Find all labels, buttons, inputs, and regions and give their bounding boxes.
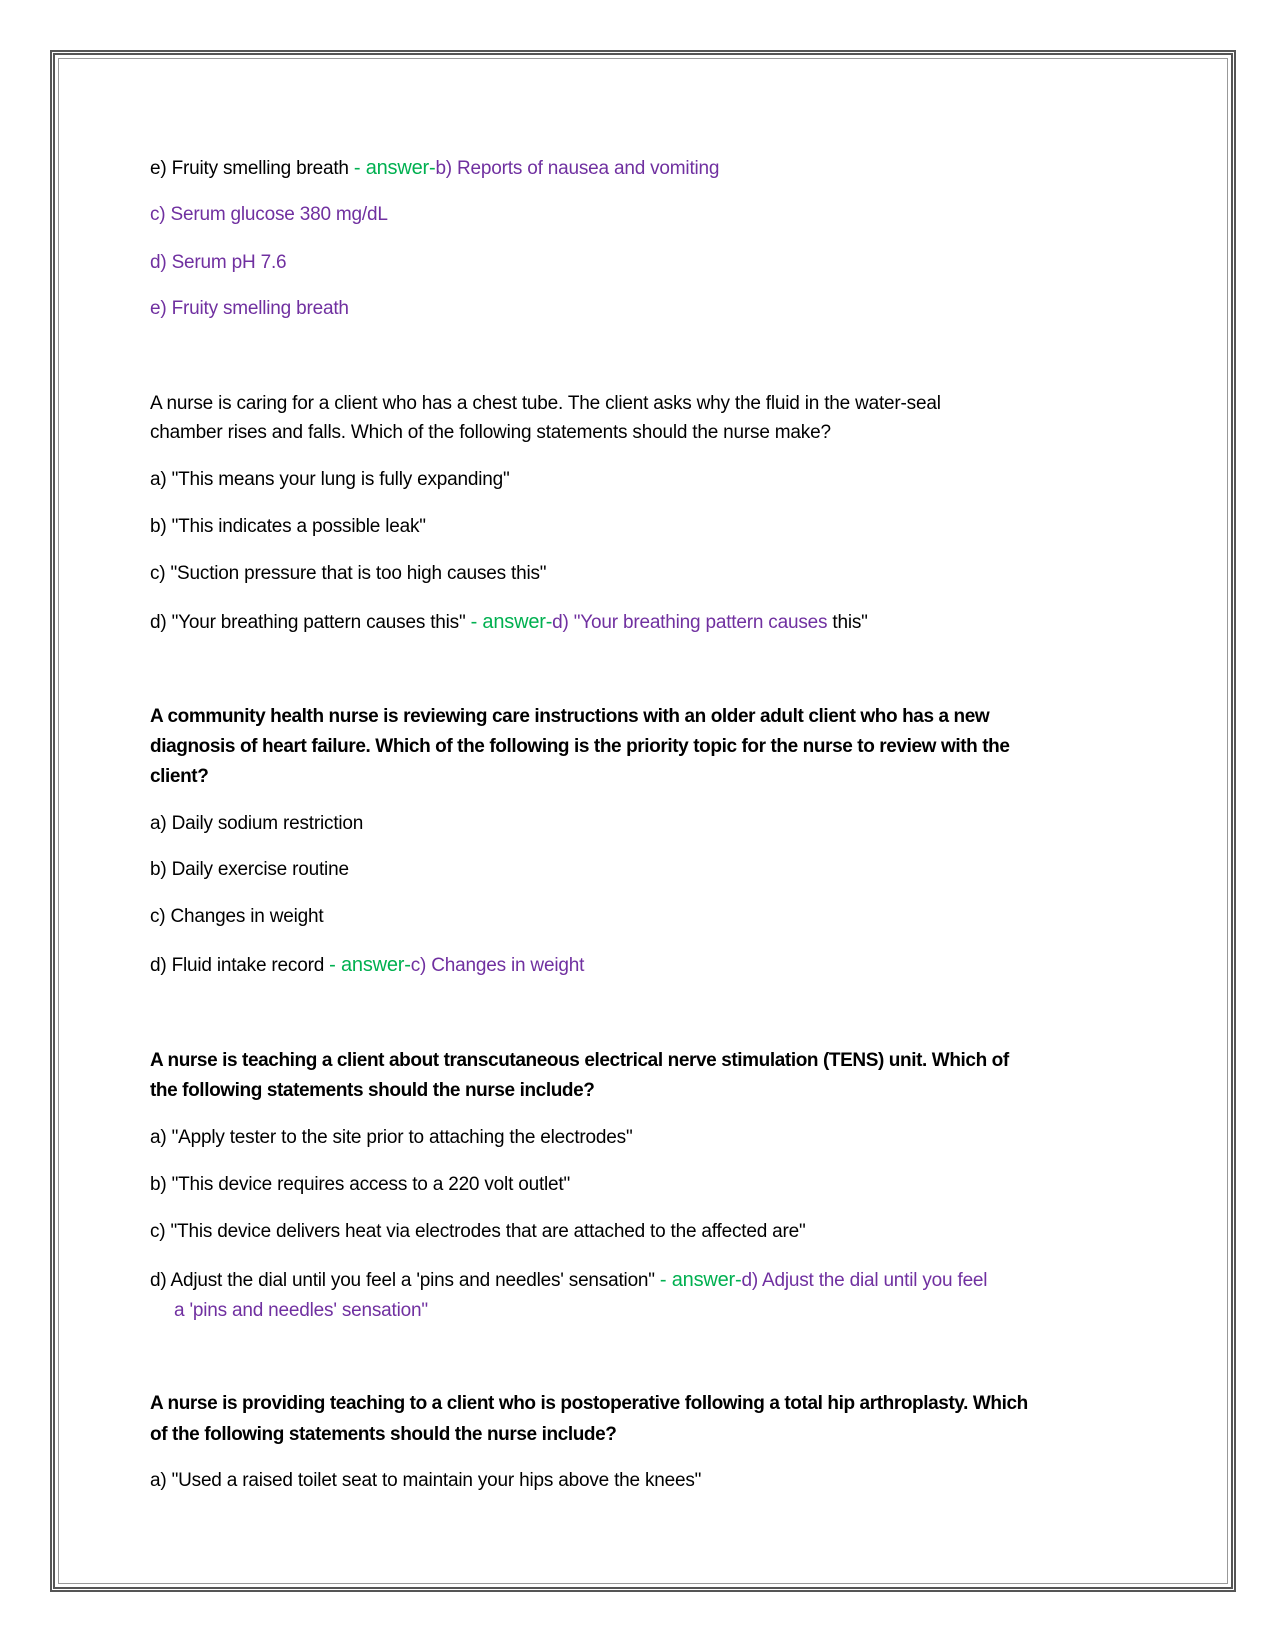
answer-marker: - answer- [659,1269,742,1291]
question-stem: diagnosis of heart failure. Which of the following is the priority topic for the nurse to review with the [150,736,1010,757]
option-c: c) "This device delivers heat via electrodes that are attached to the affected are" [150,1221,806,1242]
option-line [150,156,719,181]
question-stem: client? [150,766,209,787]
answer-text: d) "Your breathing pattern causes [552,612,828,633]
answer-text: d) Adjust the dial until you feel [741,1270,988,1291]
question-stem: of the following statements should the nurse include? [150,1424,617,1445]
option-d [150,953,584,978]
option-c: c) Changes in weight [150,906,324,927]
answer-text: b) Reports of nausea and vomiting [435,158,720,179]
option-a: a) "Apply tester to the site prior to attaching the electrodes" [150,1127,633,1148]
answer-continuation: a 'pins and needles' sensation" [174,1300,428,1321]
option-c: c) "Suction pressure that is too high causes this" [150,563,547,584]
question-stem: A nurse is teaching a client about transcutaneous electrical nerve stimulation (TENS) unit. Which of [150,1050,1009,1071]
answer-marker: - answer- [470,611,553,633]
option-a: a) Daily sodium restriction [150,813,364,834]
answer-line: d) Serum pH 7.6 [150,252,287,273]
answer-line: c) Serum glucose 380 mg/dL [150,204,388,225]
question-stem: chamber rises and falls. Which of the following statements should the nurse make? [150,422,831,443]
question-stem: A nurse is caring for a client who has a chest tube. The client asks why the fluid in the water-seal [150,393,941,414]
question-stem: A community health nurse is reviewing care instructions with an older adult client who has a new [150,706,990,727]
option-text: d) Fluid intake record [150,955,330,976]
question-stem: A nurse is providing teaching to a client who is postoperative following a total hip arthroplasty. Which [150,1393,1028,1414]
answer-marker: - answer- [353,157,436,179]
option-a: a) "Used a raised toilet seat to maintain your hips above the knees" [150,1470,702,1491]
option-text: d) "Your breathing pattern causes this" [150,612,471,633]
answer-marker: - answer- [329,954,411,976]
option-b: b) "This indicates a possible leak" [150,516,426,537]
option-text: e) Fruity smelling breath [150,158,354,179]
option-b: b) "This device requires access to a 220 volt outlet" [150,1174,571,1195]
option-b: b) Daily exercise routine [150,859,349,880]
option-d [150,610,868,635]
question-stem: the following statements should the nurse include? [150,1080,595,1101]
option-text: d) Adjust the dial until you feel a 'pins and needles' sensation" [150,1270,660,1291]
answer-line: e) Fruity smelling breath [150,298,349,319]
option-d [150,1268,987,1293]
option-a: a) "This means your lung is fully expanding" [150,469,510,490]
answer-tail: this" [827,612,868,633]
answer-text: c) Changes in weight [410,955,585,976]
